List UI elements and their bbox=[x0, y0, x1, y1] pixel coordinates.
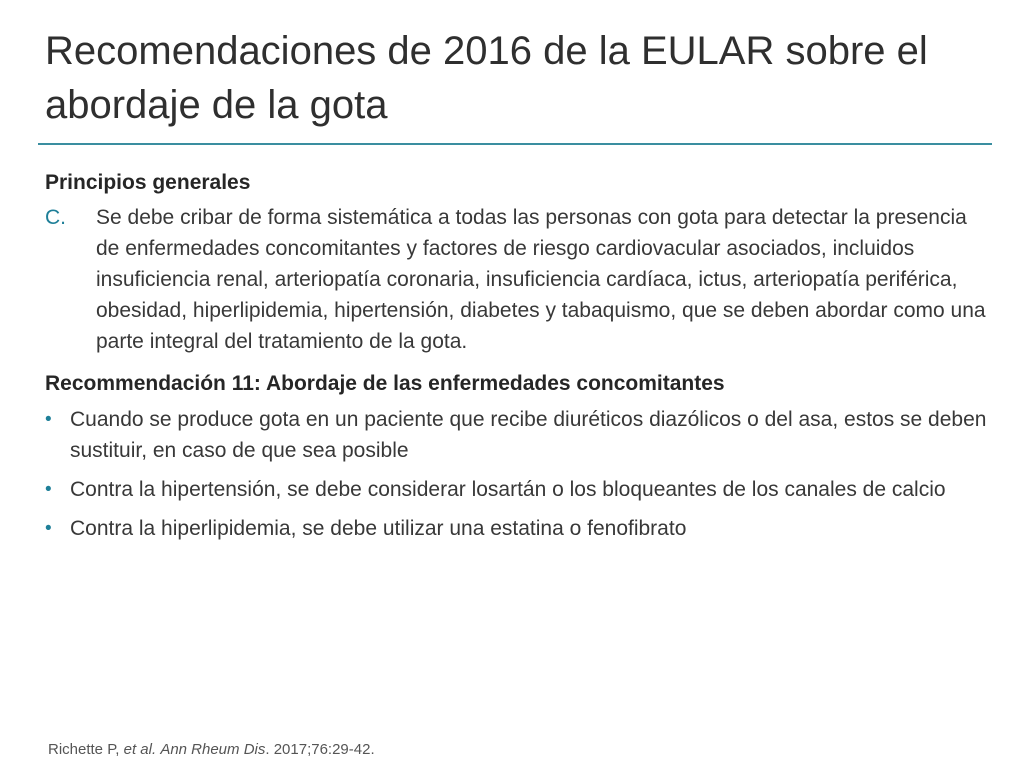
section-heading-general-principles: Principios generales bbox=[45, 171, 251, 194]
bullet-text: Contra la hipertensión, se debe considerar losartán o los bloqueantes de los canales de calcio bbox=[70, 478, 946, 501]
citation-etal: et al. bbox=[123, 741, 157, 758]
bullet-icon: • bbox=[45, 518, 52, 539]
citation-authors: Richette P, bbox=[48, 741, 120, 758]
bullet-text: Cuando se produce gota en un paciente que recibe diuréticos diazólicos o del asa, estos se deben sustituir, en caso de que sea posible bbox=[70, 408, 987, 462]
citation bbox=[48, 740, 375, 760]
slide-content bbox=[45, 168, 990, 552]
citation-journal: Ann Rheum Dis bbox=[160, 741, 266, 758]
bullet-icon: • bbox=[45, 409, 52, 430]
list-item bbox=[45, 513, 990, 544]
recommendation-bullet-list bbox=[45, 404, 990, 544]
bullet-icon: • bbox=[45, 479, 52, 500]
list-item bbox=[45, 474, 990, 505]
bullet-text: Contra la hiperlipidemia, se debe utilizar una estatina o fenofibrato bbox=[70, 517, 687, 540]
title-divider bbox=[38, 143, 992, 145]
slide-title: Recomendaciones de 2016 de la EULAR sobre el abordaje de la gota bbox=[45, 29, 928, 127]
principle-item-c bbox=[45, 202, 990, 357]
principle-item-text: Se debe cribar de forma sistemática a todas las personas con gota para detectar la presencia de enfermedades concomitantes y factores de riesgo cardiovacular asociados, incluidos insuficiencia renal, arteriopatía coronaria, insuficiencia cardíaca, ictus, arteriopatía periférica, obesidad, hiperlipidemia, hipertensión, diabetes y tabaquismo, que se deben abordar como una parte integral del tratamiento de la gota. bbox=[96, 206, 986, 353]
list-item bbox=[45, 404, 990, 466]
citation-details: . 2017;76:29-42. bbox=[265, 741, 375, 758]
section-heading-recommendation-11: Recommendación 11: Abordaje de las enfermedades concomitantes bbox=[45, 372, 725, 395]
item-letter-marker: C. bbox=[45, 206, 66, 229]
